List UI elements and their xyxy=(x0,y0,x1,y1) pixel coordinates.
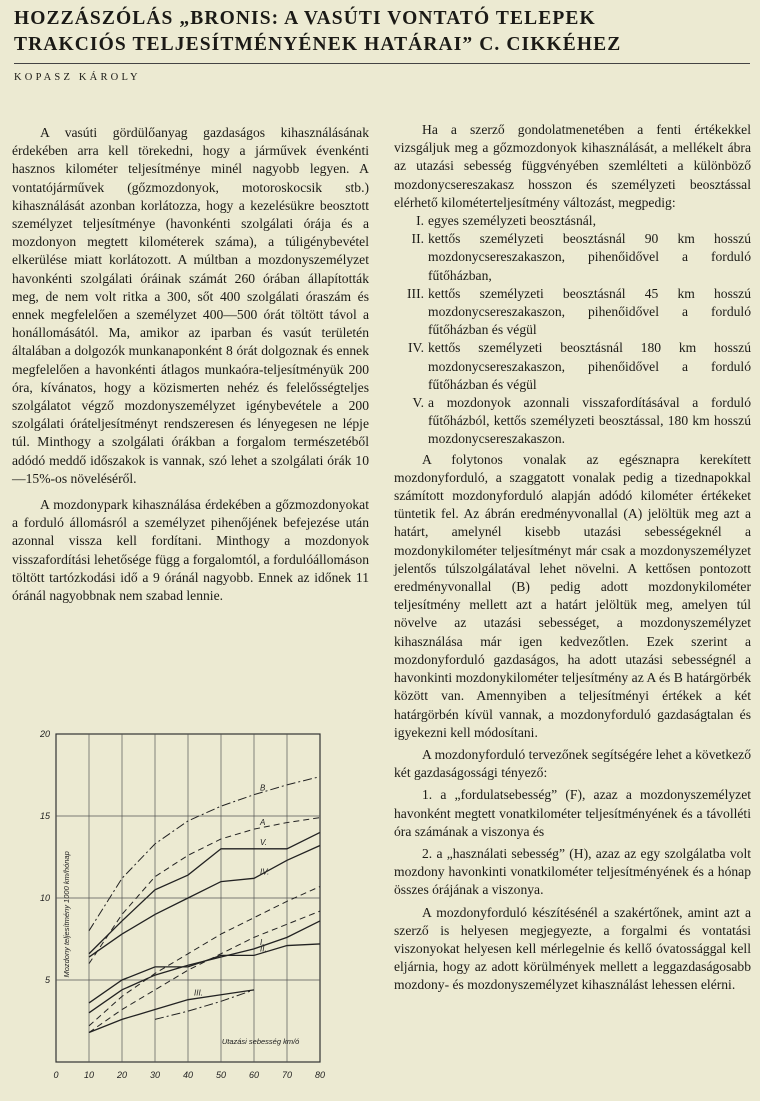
list-item xyxy=(394,394,751,449)
x-tick-label: 20 xyxy=(116,1070,128,1080)
chart-series-group xyxy=(89,777,320,1033)
left-column xyxy=(12,124,369,605)
speed-performance-chart xyxy=(12,722,350,1097)
y-tick-label: 20 xyxy=(39,729,50,739)
series-line xyxy=(89,921,320,1013)
author-name: KOPASZ KÁROLY xyxy=(14,72,141,83)
list-item-number: IV. xyxy=(408,340,424,356)
series-label: IV. xyxy=(260,867,270,877)
list-item-text: egyes személyzeti beosztásnál, xyxy=(428,213,596,229)
x-tick-label: 0 xyxy=(53,1070,59,1080)
x-tick-label: 40 xyxy=(182,1070,194,1080)
list-item-text: kettős személyzeti beosztásnál 45 km hosszú mozdonycsereszakaszon, pihenőidővel a forduló fűtőházban és végül xyxy=(428,285,751,338)
list-item-number: V. xyxy=(412,395,424,411)
y-tick-label: 5 xyxy=(44,975,50,985)
list-item-text: a mozdonyok azonnali visszafordításával a forduló fűtőházból, kettős személyzeti beosztással, 180 km hosszú mozdonycsereszakaszon. xyxy=(428,395,751,447)
title-line-2: TRAKCIÓS TELJESÍTMÉNYÉNEK HATÁRAI” C. CIKKÉHEZ xyxy=(14,34,622,55)
right-paragraph-final: A mozdonyforduló készítésénél a szakértőnek, amint azt a szerző is helyesen megjegyezte, a forgalmi és vontatási viszonyokat helyesen kell mérlegelnie és kellő óvatossággal kell eljárnia, hogy az adott körülmények mellett a leggazdaságosabb mozdony- és mozdonyszemélyzet kihasználást lehessen elérni. xyxy=(394,904,751,993)
series-label: I. xyxy=(260,937,265,947)
factor-h: 2. a „használati sebesség” (H), azaz az egy szolgálatba volt mozdony havonkinti vonatkilométer teljesítményének és a hónap összes órájának a viszonya. xyxy=(394,845,751,898)
x-tick-label: 80 xyxy=(314,1070,326,1080)
series-label: B xyxy=(260,783,266,793)
series-line xyxy=(89,887,320,1026)
series-line xyxy=(89,777,320,931)
factor-f: 1. a „fordulatsebesség” (F), azaz a mozdonyszemélyzet havonként megtett vonatkilométer teljesítményének és a távolléti óra számának a viszonya és xyxy=(394,787,751,839)
series-label: A xyxy=(260,818,266,828)
series-label: III. xyxy=(194,988,203,998)
list-item xyxy=(394,339,751,394)
list-item-text: kettős személyzeti beosztásnál 180 km hosszú mozdonycsereszakaszon, pihenőidővel a forduló fűtőházban és végül xyxy=(428,340,751,392)
y-tick-label: 10 xyxy=(39,893,50,903)
left-paragraph-2: A mozdonypark kihasználása érdekében a gőzmozdonyokat a forduló állomásról a személyzet pihenőjének befejezése után azonnal vissza kell fordítani. Minthogy a mozdonyok visszafordítási lehetősége függ a forgalomtól, a fordulóállomáson töltött tartózkodási idő a 9 óránál nagyobb. Ennek az időnek 11 óránál nagyobbnak nem szabad lennie. xyxy=(12,497,369,604)
list-item xyxy=(394,285,751,340)
list-item-text: kettős személyzeti beosztásnál 90 km hosszú mozdonycsereszakaszon, pihenőidővel a forduló fűtőházban, xyxy=(428,231,751,283)
y-tick-label: 15 xyxy=(39,811,50,821)
right-column xyxy=(394,121,751,995)
right-paragraph-lines: A folytonos vonalak az egésznapra kerekített mozdonyforduló, a szaggatott vonalak pedig a tizednapokkal számított mozdonyforduló alapján adódó kilométer értékeket tüntetik fel. Az ábrán eredményvonallal (A) jelöltük meg azt a határt, amelynél kisebb utazási sebességeknél a mozdonykilométer teljesítményt már csak a mozdonyszemélyzet jelentős túlszolgálatával lehet növelni. A kettősen pontozott eredményvonallal (B) pedig adott mozdonykilométer teljesítmény mellett azt a határt jelöltük meg, amelyen túl növelve az utazási sebességet, a mozdonyszemélyzet kihasználása már igen kedvezőtlen. Ezek szerint a mozdonyforduló gazdaságos, ha adott utazási sebességnél a havonkinti mozdonykilométer teljesítmény az A és B határgörbék között van. Amennyiben a teljesítményi értékek a két határgörbén kívül vannak, a mozdonyforduló gazdaságtalan és igyekezni kell módosítani. xyxy=(394,451,751,740)
chart-labels-group xyxy=(39,729,325,1080)
x-tick-label: 30 xyxy=(149,1070,161,1080)
series-line xyxy=(89,818,320,964)
series-line xyxy=(89,832,320,953)
right-paragraph-factors: A mozdonyforduló tervezőnek segítségére lehet a következő két gazdaságossági tényező: xyxy=(394,746,751,781)
series-label: II. xyxy=(260,944,267,954)
x-tick-label: 50 xyxy=(215,1070,227,1080)
crew-scheme-list xyxy=(394,212,751,449)
list-item xyxy=(394,212,751,230)
left-paragraph-1: A vasúti gördülőanyag gazdaságos kihasználásának érdekében arra kell törekedni, hogy a járművek évenkénti hasznos kilométer teljesítménye minél nagyobb legyen. A vontatójárművek (gőzmozdonyok, motoroskocsik stb.) kihasználását azonban korlátozza, hogy a kezelésükre beosztott személyzet teljesítménye (havonkénti szolgálati órája és a mozdonyon megtett kilométerek száma), a túligénybevétel elkerülése miatt korlátozott. A múltban a mozdonyszemélyzet havonkénti szolgálati óráinak számát 260 órában állapították meg, de nem volt ritka a 300, sőt 400 szolgálati óraszám és ennek megfelelően a személyzet 400—500 órát töltött távol a honállomásától. Ma, amikor az iparban és vasút területén általában a dolgozók munkanaponként 8 órát dolgoznak és ennek megfelelően a havonkénti átlagos munkaóra-teljesítményük 200 óra, kívánatos, hogy a közismerten nehéz és felelősségteljes szolgálatot végző mozdonyszemélyzet igénybevétele a 200 szolgálati óráteljesítményt rendszeresen és lényegesen ne lépje túl. Minthogy a szolgálati órákban a forgalom természetéből adódó meddő időszakok is vannak, szó lehet a szolgálati órák 10—15%-os növeléséről. xyxy=(12,125,369,486)
series-line xyxy=(89,944,320,1003)
y-axis-label: Mozdony teljesítmény 1000 km/hónap xyxy=(62,851,71,978)
list-item-number: I. xyxy=(416,213,424,229)
x-tick-label: 70 xyxy=(281,1070,293,1080)
x-axis-label: Utazási sebesség km/ó xyxy=(221,1036,300,1046)
list-item-number: III. xyxy=(407,285,424,301)
list-item xyxy=(394,230,751,285)
series-line xyxy=(89,911,320,1032)
x-tick-label: 60 xyxy=(248,1070,260,1080)
x-tick-label: 10 xyxy=(83,1070,95,1080)
title-line-1: HOZZÁSZÓLÁS „BRONIS: A VASÚTI VONTATÓ TELEPEK xyxy=(14,8,596,29)
title-rule xyxy=(14,63,750,64)
series-label: V. xyxy=(260,837,267,847)
right-intro: Ha a szerző gondolatmenetében a fenti értékekkel vizsgáljuk meg a gőzmozdonyok kihasználását, a mellékelt ábra az utazási sebesség függvényében szemlélteti a különböző mozdonycsereszakasz hosszon és személyzeti beosztással elérhető kilométerteljesítmény változást, megpedig: xyxy=(394,122,751,210)
article-title xyxy=(14,6,750,58)
list-item-number: II. xyxy=(411,231,424,247)
